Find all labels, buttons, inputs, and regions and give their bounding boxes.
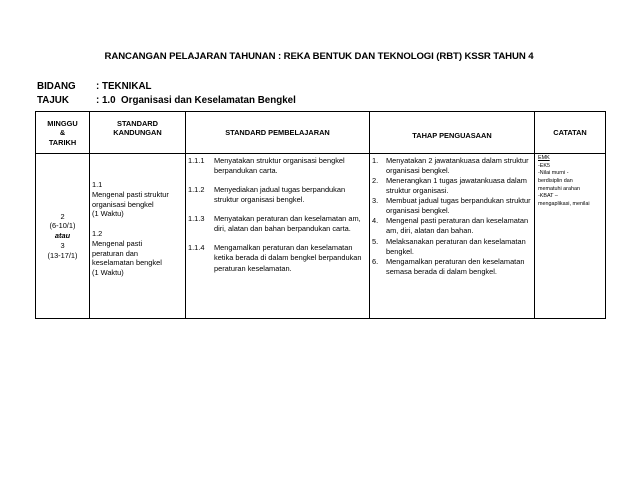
sp-item	[188, 185, 367, 205]
sp-item	[188, 156, 367, 176]
tp-text: Melaksanakan peraturan dan keselamatan bengkel.	[386, 236, 526, 256]
sp-text: Mengamalkan peraturan dan keselamatan ketika berada di dalam bengkel berpandukan peraturan keselamatan.	[214, 243, 362, 273]
catatan-line: -EK5	[538, 162, 550, 169]
tp-text: Menerangkan 1 tugas jawatankuasa dalam struktur organisasi.	[386, 176, 527, 196]
lesson-plan-table	[35, 111, 606, 319]
catatan-line: mengaplikasi, menilai	[538, 201, 590, 208]
tp-number: 5.	[372, 236, 379, 246]
tajuk-value: : 1.0 Organisasi dan Keselamatan Bengkel	[96, 95, 296, 106]
document-title: RANCANGAN PELAJARAN TAHUNAN : REKA BENTUK DAN TEKNOLOGI (RBT) KSSR TAHUN 4	[104, 51, 534, 62]
sk-line: keselamatan bengkel	[92, 258, 162, 268]
tp-text: Membuat jadual tugas berpandukan struktur organisasi bengkel.	[386, 196, 531, 216]
week-date-2: (13-17/1)	[47, 250, 78, 260]
tp-item	[372, 257, 531, 277]
sk-item-1-2	[92, 229, 183, 278]
tajuk-row	[37, 95, 296, 106]
week-or: atau	[54, 231, 71, 241]
tp-item	[372, 196, 531, 216]
sp-text: Menyatakan peraturan dan keselamatan am, diri, alatan dan bahan berpandukan carta.	[214, 214, 361, 234]
header-sk-line1: STANDARD	[117, 119, 158, 128]
catatan-line: mematuhi arahan	[538, 185, 580, 192]
bidang-row	[37, 81, 152, 92]
header-tahap-penguasaan: TAHAP PENGUASAAN	[370, 112, 535, 154]
header-minggu-tarikh	[36, 112, 90, 154]
standard-kandungan-cell	[90, 154, 186, 319]
sp-number: 1.1.2	[188, 185, 205, 195]
week-date-1: (6-10/1)	[49, 221, 76, 231]
bidang-value: : TEKNIKAL	[96, 81, 152, 92]
sp-number: 1.1.4	[188, 243, 205, 253]
tp-number: 1.	[372, 156, 379, 165]
tp-item	[372, 156, 531, 176]
sp-item	[188, 243, 367, 273]
bidang-label: BIDANG	[37, 81, 76, 92]
tp-item	[372, 216, 531, 236]
tp-number: 6.	[372, 256, 379, 266]
tajuk-label: TAJUK	[37, 95, 69, 106]
week-cell	[36, 154, 90, 319]
standard-pembelajaran-cell	[186, 154, 370, 319]
sp-item	[188, 214, 367, 234]
tp-text: Mengamalkan peraturan den keselamatan semasa berada di dalam bengkel.	[386, 256, 525, 276]
week-number: 2	[60, 211, 65, 221]
header-sk-line2: KANDUNGAN	[113, 128, 162, 138]
tp-item	[372, 176, 531, 196]
sk-line: organisasi bengkel	[92, 199, 154, 209]
header-tarikh-line: TARIKH	[48, 137, 77, 147]
sk-line: Mengenal pasti struktur	[92, 189, 169, 199]
tp-number: 4.	[372, 216, 379, 226]
sk-line: peraturan dan	[92, 248, 139, 258]
tp-text: Mengenal pasti peraturan dan keselamatan am, diri, alatan dan bahan.	[386, 216, 529, 236]
catatan-line: -KBAT –	[538, 193, 558, 200]
tp-number: 2.	[372, 176, 379, 186]
catatan-line: berdisiplin dan	[538, 178, 573, 185]
tp-item	[372, 237, 531, 257]
catatan-cell	[535, 154, 606, 319]
catatan-line: -Nilai murni -	[538, 170, 569, 177]
tahap-penguasaan-cell	[370, 154, 535, 319]
week-row	[36, 154, 606, 319]
week-number-2: 3	[60, 240, 65, 250]
sp-text: Menyatakan struktur organisasi bengkel berpandukan carta.	[214, 156, 345, 176]
header-minggu-line: MINGGU	[47, 119, 78, 128]
catatan-line: EMK	[538, 155, 550, 161]
tp-text: Menyatakan 2 jawatankuasa dalam struktur organisasi bengkel.	[386, 156, 529, 176]
sp-number: 1.1.3	[188, 214, 205, 224]
header-standard-kandungan	[90, 112, 186, 154]
sk-line: (1 Waktu)	[92, 268, 124, 278]
tp-number: 3.	[372, 196, 379, 206]
sp-number: 1.1.1	[188, 156, 205, 165]
sp-text: Menyediakan jadual tugas berpandukan struktur organisasi bengkel.	[214, 185, 346, 205]
header-amp-line: &	[59, 128, 66, 138]
sk-line: Mengenal pasti	[92, 238, 143, 248]
sk-code: 1.2	[92, 229, 103, 239]
header-standard-pembelajaran: STANDARD PEMBELAJARAN	[186, 112, 370, 154]
sk-code: 1.1	[92, 180, 103, 189]
header-row	[36, 112, 606, 154]
header-catatan: CATATAN	[535, 112, 606, 154]
sk-item-1-1	[92, 180, 183, 219]
sk-line: (1 Waktu)	[92, 209, 124, 219]
